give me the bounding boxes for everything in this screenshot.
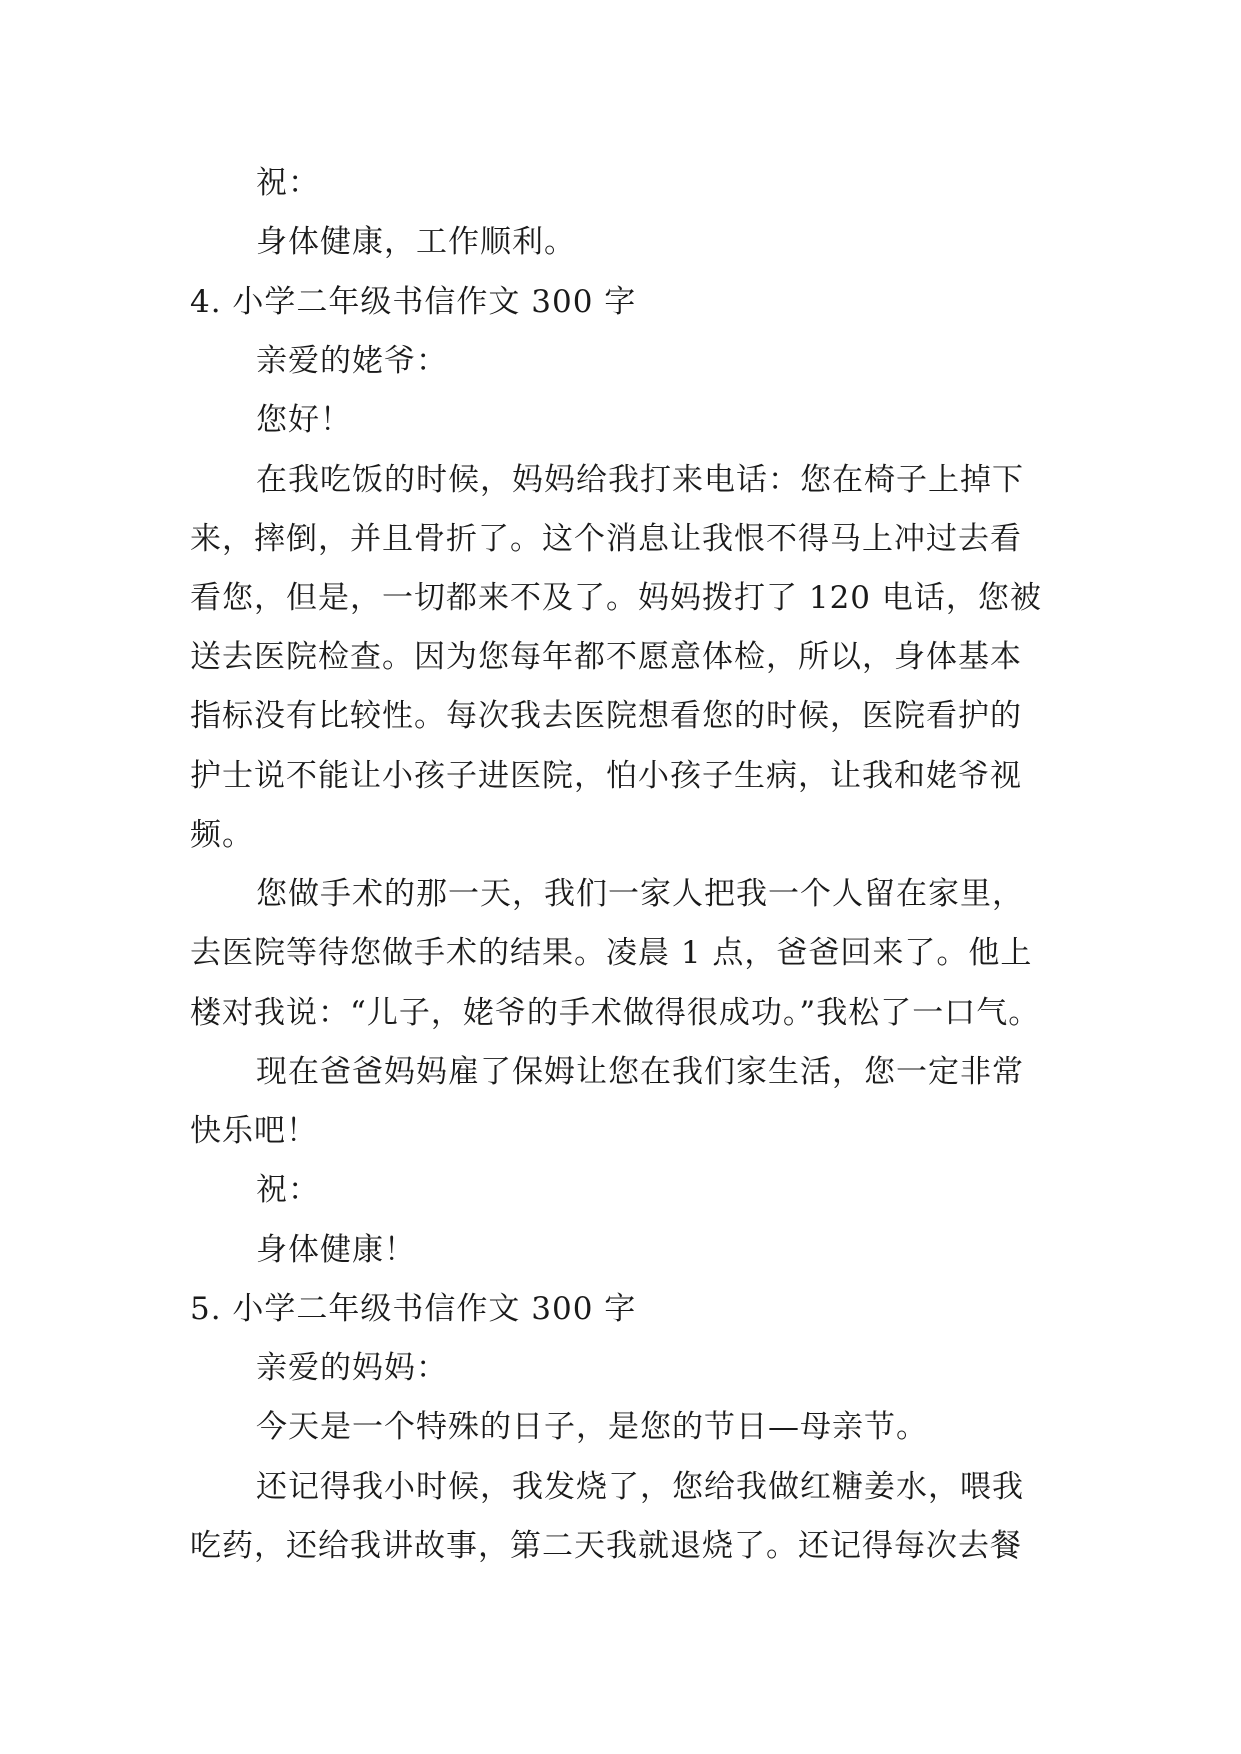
- body-line: 护士说不能让小孩子进医院，怕小孩子生病，让我和姥爷视: [190, 758, 1022, 794]
- wish-text-1: 身体健康，工作顺利。: [256, 224, 576, 260]
- body-line: 来，摔倒，并且骨折了。这个消息让我恨不得马上冲过去看: [190, 521, 1022, 557]
- body-line: 今天是一个特殊的日子，是您的节日—母亲节。: [256, 1409, 928, 1445]
- body-line: 您做手术的那一天，我们一家人把我一个人留在家里，: [256, 876, 1024, 912]
- body-line: 看您，但是，一切都来不及了。妈妈拨打了 120 电话，您被: [190, 580, 1042, 616]
- section-heading-4: 4. 小学二年级书信作文 300 字: [190, 284, 637, 320]
- body-line: 吃药，还给我讲故事，第二天我就退烧了。还记得每次去餐: [190, 1528, 1022, 1564]
- closing-wish-1: 祝：: [256, 165, 320, 201]
- salutation-grandpa: 亲爱的姥爷：: [256, 343, 448, 379]
- body-line: 在我吃饭的时候，妈妈给我打来电话：您在椅子上掉下: [256, 462, 1024, 498]
- body-line: 去医院等待您做手术的结果。凌晨 1 点，爸爸回来了。他上: [190, 935, 1033, 971]
- body-line: 快乐吧！: [190, 1113, 318, 1149]
- body-line: 还记得我小时候，我发烧了，您给我做红糖姜水，喂我: [256, 1469, 1024, 1505]
- body-line: 指标没有比较性。每次我去医院想看您的时候，医院看护的: [190, 698, 1022, 734]
- body-line: 楼对我说：“儿子，姥爷的手术做得很成功。”我松了一口气。: [190, 995, 1041, 1031]
- body-line: 频。: [190, 817, 254, 853]
- closing-wish-2: 祝：: [256, 1172, 320, 1208]
- section-heading-5: 5. 小学二年级书信作文 300 字: [190, 1291, 637, 1327]
- wish-text-2: 身体健康！: [256, 1232, 416, 1268]
- greeting-line: 您好！: [256, 402, 352, 438]
- body-line: 现在爸爸妈妈雇了保姆让您在我们家生活，您一定非常: [256, 1054, 1024, 1090]
- salutation-mom: 亲爱的妈妈：: [256, 1350, 448, 1386]
- body-line: 送去医院检查。因为您每年都不愿意体检，所以，身体基本: [190, 639, 1022, 675]
